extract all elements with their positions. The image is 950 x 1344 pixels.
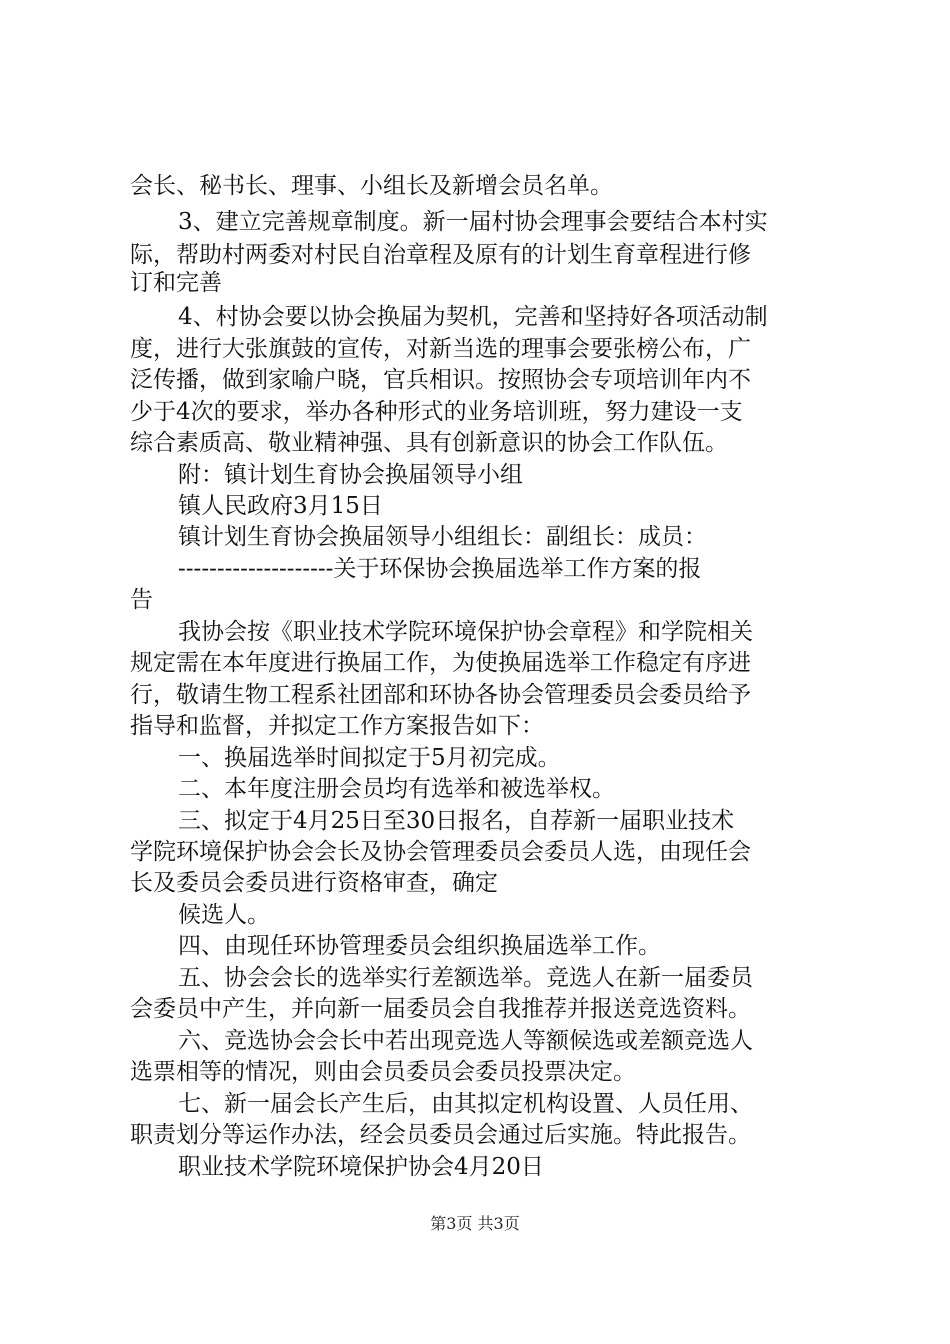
text-line: 六、竞选协会会长中若出现竞选人等额候选或差额竞选人: [178, 1028, 753, 1054]
text-line: 度，进行大张旗鼓的宣传，对新当选的理事会要张榜公布，广: [130, 336, 751, 362]
text-line: 候选人。: [178, 902, 270, 928]
text-line: 选票相等的情况，则由会员委员会委员投票决定。: [130, 1059, 636, 1085]
text-line: 际，帮助村两委对村民自治章程及原有的计划生育章程进行修: [130, 242, 751, 268]
text-line: 四、由现任环协管理委员会组织换届选举工作。: [178, 933, 661, 959]
text-line: --------------------关于环保协会换届选举工作方案的报: [178, 556, 702, 582]
text-line: 规定需在本年度进行换届工作，为使换届选举工作稳定有序进: [130, 650, 751, 676]
text-line: 订和完善: [130, 270, 222, 296]
text-line: 附：镇计划生育协会换届领导小组: [178, 462, 523, 488]
text-line: 会委员中产生，并向新一届委员会自我推荐并报送竞选资料。: [130, 996, 751, 1022]
text-line: 二、本年度注册会员均有选举和被选举权。: [178, 776, 615, 802]
page-number-footer: 第3页 共3页: [430, 1214, 520, 1233]
text-line: 职责划分等运作办法，经会员委员会通过后实施。特此报告。: [130, 1122, 751, 1148]
text-line: 少于4次的要求，举办各种形式的业务培训班，努力建设一支: [130, 399, 743, 425]
text-line: 镇人民政府3月15日: [178, 493, 383, 519]
text-line: 指导和监督，并拟定工作方案报告如下：: [130, 713, 544, 739]
text-line: 泛传播，做到家喻户晓，官兵相识。按照协会专项培训年内不: [130, 367, 751, 393]
text-line: 七、新一届会长产生后，由其拟定机构设置、人员任用、: [178, 1091, 753, 1117]
text-line: 一、换届选举时间拟定于5月初完成。: [178, 745, 561, 771]
text-line: 我协会按《职业技术学院环境保护协会章程》和学院相关: [178, 619, 753, 645]
text-line: 3、建立完善规章制度。新一届村协会理事会要结合本村实: [178, 209, 768, 235]
text-line: 镇计划生育协会换届领导小组组长：副组长：成员：: [178, 524, 707, 550]
text-line: 综合素质高、敬业精神强、具有创新意识的协会工作队伍。: [130, 430, 728, 456]
text-line: 4、村协会要以协会换届为契机，完善和坚持好各项活动制: [178, 304, 768, 330]
text-line: 职业技术学院环境保护协会4月20日: [178, 1154, 544, 1180]
text-line: 长及委员会委员进行资格审查，确定: [130, 870, 498, 896]
text-line: 学院环境保护协会会长及协会管理委员会委员人选，由现任会: [130, 839, 751, 865]
text-line: 告: [130, 587, 153, 613]
text-line: 行，敬请生物工程系社团部和环协各协会管理委员会委员给予: [130, 682, 751, 708]
text-line: 五、协会会长的选举实行差额选举。竞选人在新一届委员: [178, 965, 753, 991]
text-line: 会长、秘书长、理事、小组长及新增会员名单。: [130, 173, 613, 199]
text-line: 三、拟定于4月25日至30日报名，自荐新一届职业技术: [178, 808, 735, 834]
